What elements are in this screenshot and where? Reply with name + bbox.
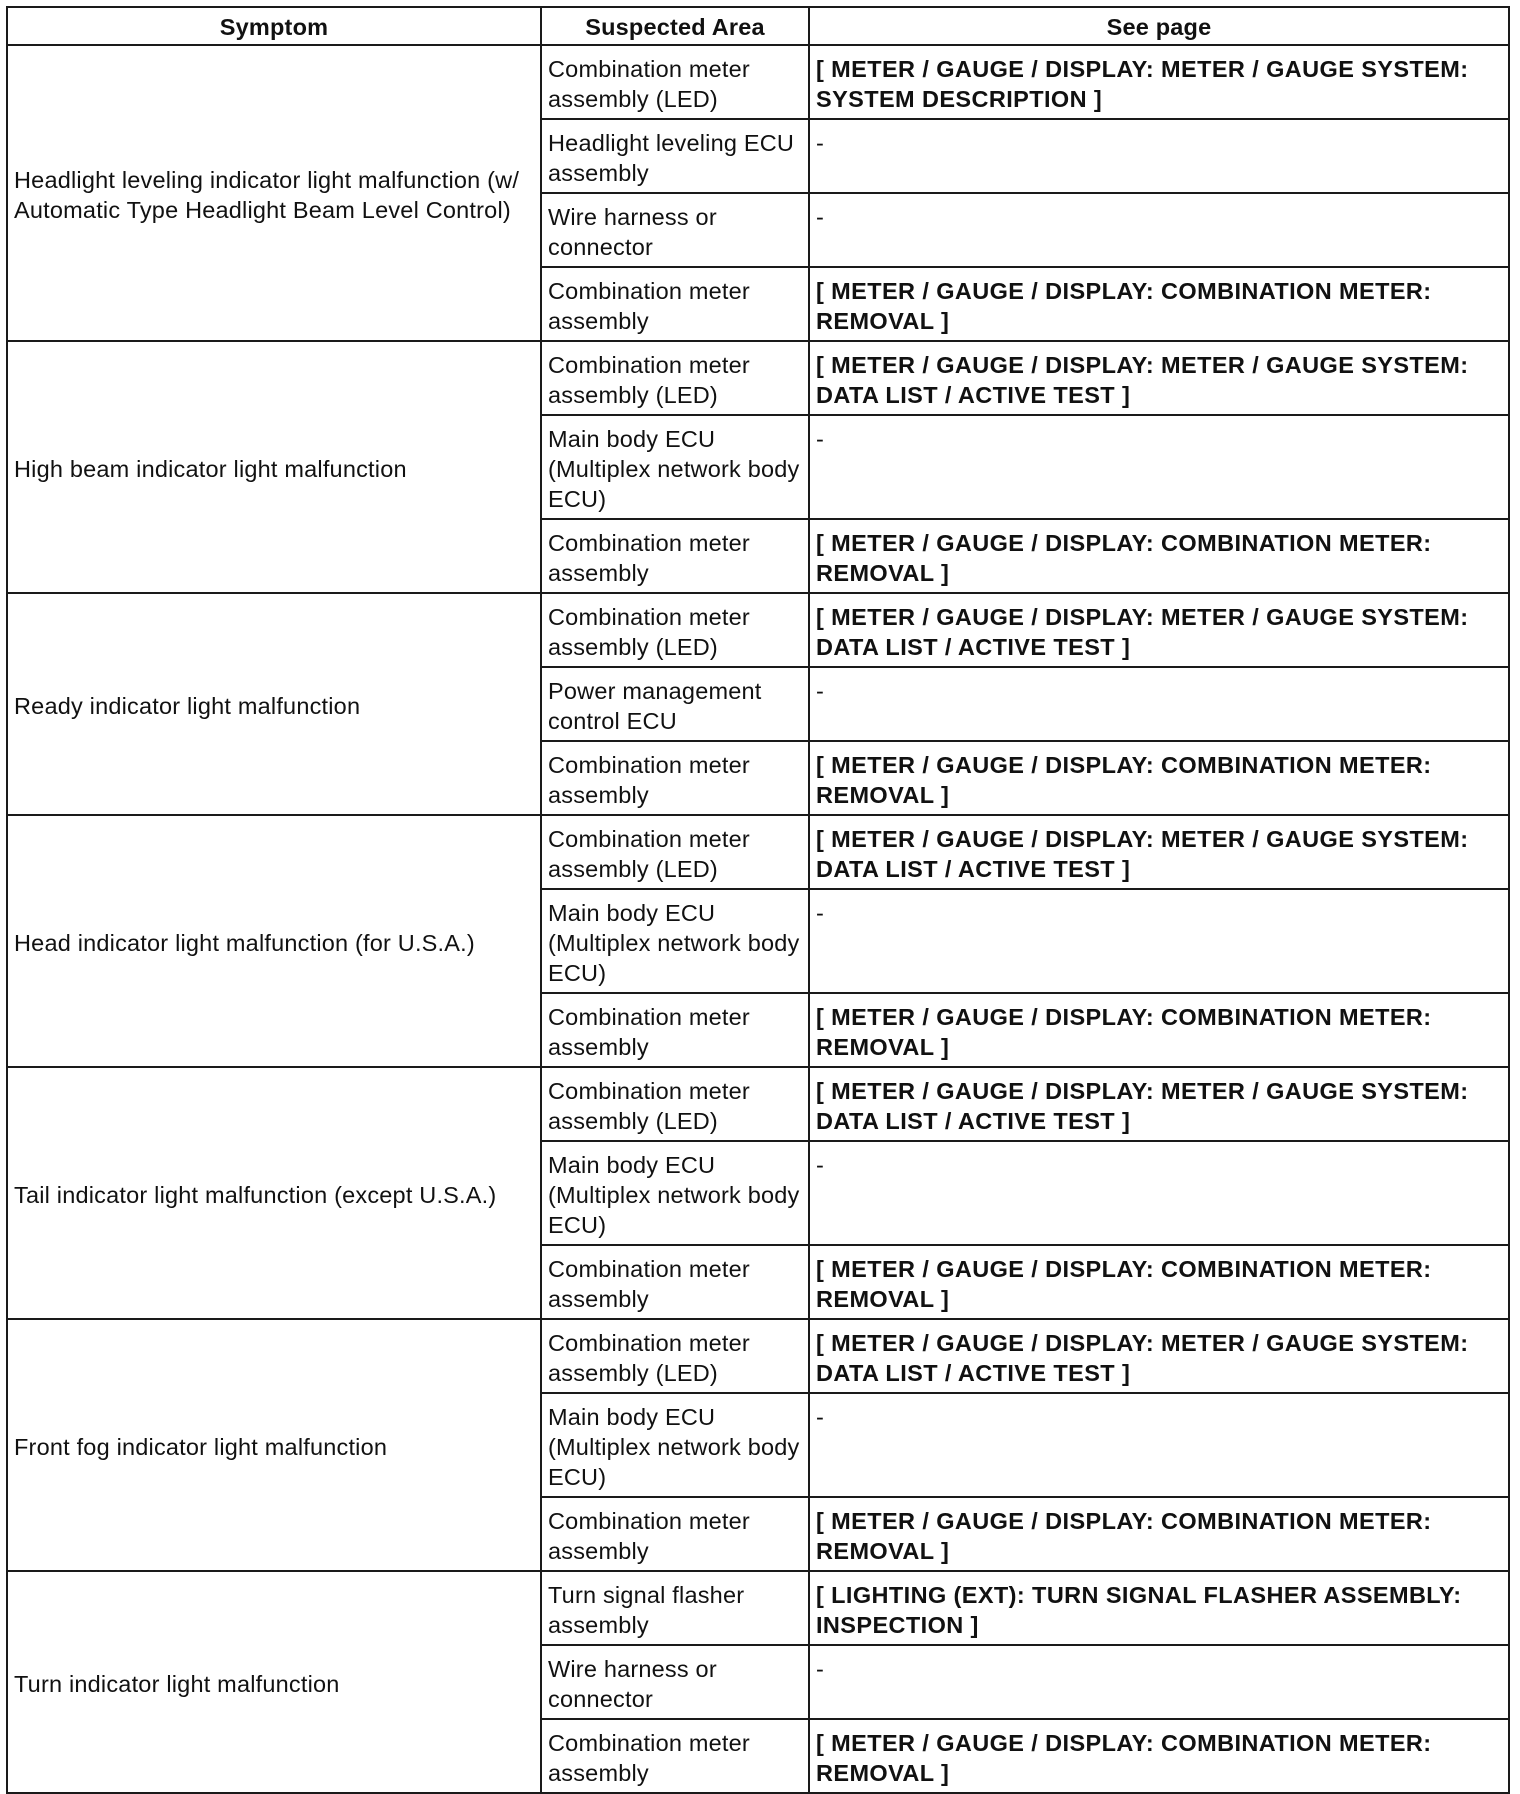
suspected-area-cell: Combination meter assembly [541, 1719, 809, 1793]
suspected-area-cell: Combination meter assembly [541, 993, 809, 1067]
see-page-cell: [ METER / GAUGE / DISPLAY: COMBINATION METER: REMOVAL ] [809, 1497, 1509, 1571]
see-page-cell: [ METER / GAUGE / DISPLAY: COMBINATION METER: REMOVAL ] [809, 993, 1509, 1067]
symptom-table-sheet [6, 6, 1508, 1794]
problem-symptoms-table [6, 6, 1510, 1794]
see-page-cell: [ METER / GAUGE / DISPLAY: METER / GAUGE SYSTEM: DATA LIST / ACTIVE TEST ] [809, 593, 1509, 667]
symptom-cell: Front fog indicator light malfunction [7, 1319, 541, 1571]
suspected-area-cell: Combination meter assembly (LED) [541, 341, 809, 415]
see-page-cell: [ LIGHTING (EXT): TURN SIGNAL FLASHER ASSEMBLY: INSPECTION ] [809, 1571, 1509, 1645]
see-page-cell: - [809, 1393, 1509, 1497]
table-row [7, 45, 1509, 119]
see-page-cell: [ METER / GAUGE / DISPLAY: COMBINATION METER: REMOVAL ] [809, 519, 1509, 593]
table-header-row [7, 7, 1509, 45]
see-page-cell: [ METER / GAUGE / DISPLAY: COMBINATION METER: REMOVAL ] [809, 267, 1509, 341]
suspected-area-cell: Combination meter assembly (LED) [541, 815, 809, 889]
suspected-area-cell: Main body ECU (Multiplex network body ECU) [541, 415, 809, 519]
see-page-cell: - [809, 1645, 1509, 1719]
header-suspected-area: Suspected Area [541, 7, 809, 45]
suspected-area-cell: Wire harness or connector [541, 193, 809, 267]
see-page-cell: [ METER / GAUGE / DISPLAY: METER / GAUGE SYSTEM: DATA LIST / ACTIVE TEST ] [809, 1067, 1509, 1141]
table-row [7, 341, 1509, 415]
symptom-cell: Head indicator light malfunction (for U.S.A.) [7, 815, 541, 1067]
see-page-cell: - [809, 1141, 1509, 1245]
see-page-cell: - [809, 193, 1509, 267]
see-page-cell: [ METER / GAUGE / DISPLAY: METER / GAUGE SYSTEM: SYSTEM DESCRIPTION ] [809, 45, 1509, 119]
table-row [7, 593, 1509, 667]
symptom-cell: Turn indicator light malfunction [7, 1571, 541, 1793]
suspected-area-cell: Power management control ECU [541, 667, 809, 741]
symptom-cell: Ready indicator light malfunction [7, 593, 541, 815]
see-page-cell: [ METER / GAUGE / DISPLAY: COMBINATION METER: REMOVAL ] [809, 741, 1509, 815]
see-page-cell: - [809, 889, 1509, 993]
header-symptom: Symptom [7, 7, 541, 45]
suspected-area-cell: Combination meter assembly (LED) [541, 1319, 809, 1393]
suspected-area-cell: Combination meter assembly [541, 1245, 809, 1319]
suspected-area-cell: Combination meter assembly (LED) [541, 1067, 809, 1141]
suspected-area-cell: Main body ECU (Multiplex network body ECU) [541, 1393, 809, 1497]
symptom-cell: High beam indicator light malfunction [7, 341, 541, 593]
suspected-area-cell: Headlight leveling ECU assembly [541, 119, 809, 193]
suspected-area-cell: Combination meter assembly (LED) [541, 593, 809, 667]
see-page-cell: - [809, 119, 1509, 193]
see-page-cell: - [809, 667, 1509, 741]
see-page-cell: [ METER / GAUGE / DISPLAY: METER / GAUGE SYSTEM: DATA LIST / ACTIVE TEST ] [809, 815, 1509, 889]
see-page-cell: [ METER / GAUGE / DISPLAY: COMBINATION METER: REMOVAL ] [809, 1245, 1509, 1319]
see-page-cell: [ METER / GAUGE / DISPLAY: METER / GAUGE SYSTEM: DATA LIST / ACTIVE TEST ] [809, 1319, 1509, 1393]
see-page-cell: [ METER / GAUGE / DISPLAY: METER / GAUGE SYSTEM: DATA LIST / ACTIVE TEST ] [809, 341, 1509, 415]
suspected-area-cell: Main body ECU (Multiplex network body ECU) [541, 1141, 809, 1245]
header-see-page: See page [809, 7, 1509, 45]
suspected-area-cell: Turn signal flasher assembly [541, 1571, 809, 1645]
suspected-area-cell: Main body ECU (Multiplex network body ECU) [541, 889, 809, 993]
suspected-area-cell: Combination meter assembly [541, 267, 809, 341]
table-body [7, 45, 1509, 1793]
symptom-cell: Tail indicator light malfunction (except U.S.A.) [7, 1067, 541, 1319]
suspected-area-cell: Wire harness or connector [541, 1645, 809, 1719]
table-row [7, 815, 1509, 889]
see-page-cell: [ METER / GAUGE / DISPLAY: COMBINATION METER: REMOVAL ] [809, 1719, 1509, 1793]
suspected-area-cell: Combination meter assembly (LED) [541, 45, 809, 119]
table-row [7, 1571, 1509, 1645]
table-row [7, 1319, 1509, 1393]
table-row [7, 1067, 1509, 1141]
see-page-cell: - [809, 415, 1509, 519]
symptom-cell: Headlight leveling indicator light malfunction (w/ Automatic Type Headlight Beam Level Control) [7, 45, 541, 341]
suspected-area-cell: Combination meter assembly [541, 519, 809, 593]
suspected-area-cell: Combination meter assembly [541, 1497, 809, 1571]
suspected-area-cell: Combination meter assembly [541, 741, 809, 815]
